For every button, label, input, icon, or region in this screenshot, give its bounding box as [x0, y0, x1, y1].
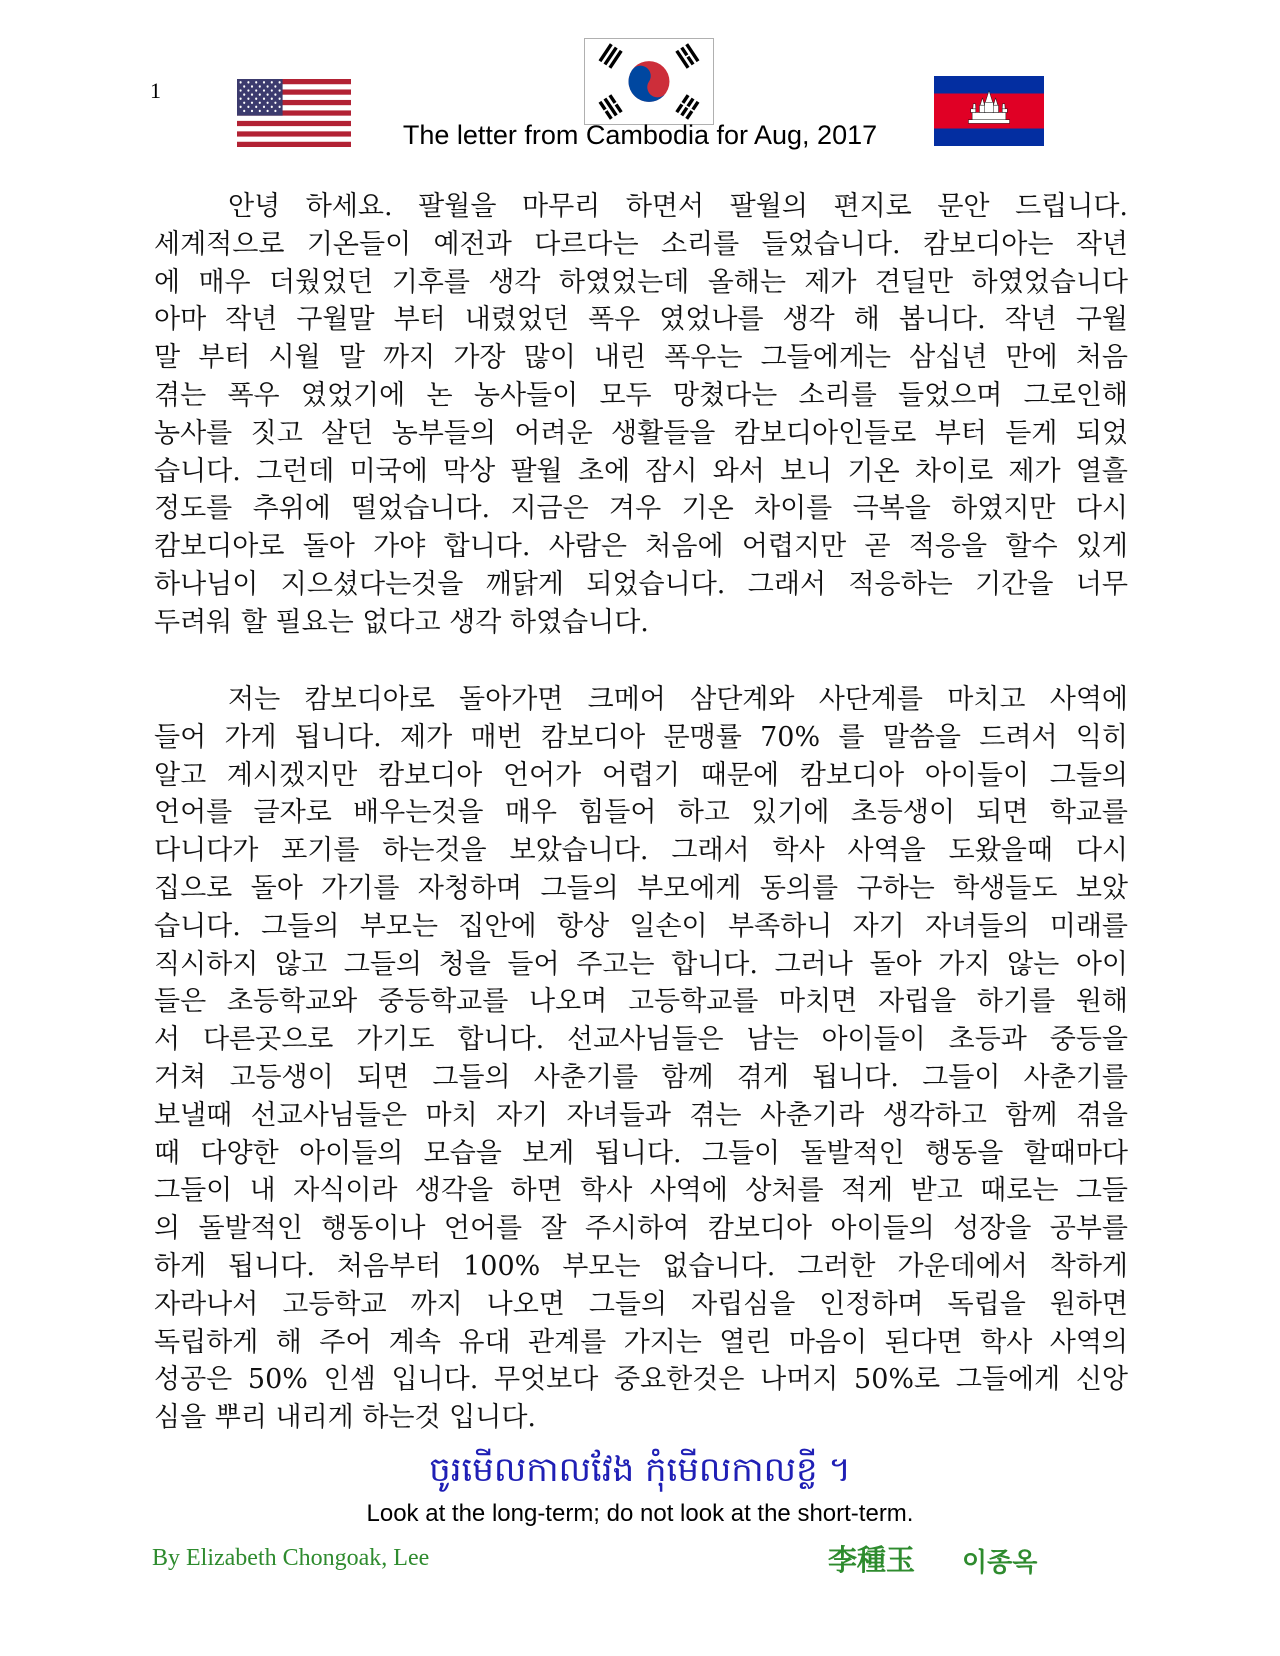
proverb-translation: Look at the long-term; do not look at the short-term. — [366, 1500, 914, 1527]
text-line: 그들이 내 자식이라 생각을 하면 학사 사역에 상처를 적게 받고 때로는 그들 — [154, 1175, 1128, 1207]
text-line: 캄보디아로 돌아 가야 합니다. 사람은 처음에 어렵지만 곧 적응을 할수 있게 — [154, 531, 1128, 563]
text-line: 자라나서 고등학교 까지 나오면 그들의 자립심을 인정하며 독립을 원하면 — [154, 1288, 1128, 1320]
text-line: 보낼때 선교사님들은 마치 자기 자녀들과 겪는 사춘기라 생각하고 함께 겪을 — [154, 1099, 1128, 1131]
text-line: 에 매우 더웠었던 기후를 생각 하였었는데 올해는 제가 견딜만 하였었습니다 — [154, 266, 1128, 298]
text-line: 하게 됩니다. 처음부터 100% 부모는 없습니다. 그러한 가운데에서 착하게 — [154, 1250, 1128, 1282]
author-byline: By Elizabeth Chongoak, Lee — [152, 1545, 430, 1571]
text-line: 의 돌발적인 행동이나 언어를 잘 주시하여 캄보디아 아이들의 성장을 공부를 — [154, 1213, 1128, 1245]
text-line: 언어를 글자로 배우는것을 매우 힘들어 하고 있기에 초등생이 되면 학교를 — [154, 797, 1128, 829]
text-line: 저는 캄보디아로 돌아가면 크메어 삼단계와 사단계를 마치고 사역에 — [228, 684, 1128, 715]
text-line: 말 부터 시월 말 까지 가장 많이 내린 폭우는 그들에게는 삼십년 만에 처음 — [154, 342, 1128, 374]
text-line: 들은 초등학교와 중등학교를 나오며 고등학교를 마치면 자립을 하기를 원해 — [154, 986, 1128, 1018]
text-line: 세계적으로 기온들이 예전과 다르다는 소리를 들었습니다. 캄보디아는 작년 — [154, 228, 1128, 260]
text-line: 습니다. 그들의 부모는 집안에 항상 일손이 부족하니 자기 자녀들의 미래를 — [154, 910, 1128, 942]
text-line: 성공은 50% 인셈 입니다. 무엇보다 중요한것은 나머지 50%로 그들에게 신앙 — [154, 1364, 1128, 1396]
text-line: 직시하지 않고 그들의 청을 들어 주고는 합니다. 그러나 돌아 가지 않는 아이 — [154, 948, 1128, 980]
korea-flag-icon — [584, 38, 714, 125]
text-line: 두려워 할 필요는 없다고 생각 하였습니다. — [154, 606, 649, 638]
text-line: 들어 가게 됩니다. 제가 매번 캄보디아 문맹률 70% 를 말씀을 드려서 익히 — [154, 721, 1128, 753]
page-number: 1 — [150, 78, 161, 103]
paragraph-1 — [154, 188, 1128, 642]
text-line: 집으로 돌아 가기를 자청하며 그들의 부모에게 동의를 구하는 학생들도 보았 — [154, 872, 1128, 904]
text-line: 거쳐 고등생이 되면 그들의 사춘기를 함께 겪게 됩니다. 그들이 사춘기를 — [154, 1061, 1128, 1093]
text-line: 심을 뿌리 내리게 하는것 입니다. — [154, 1402, 536, 1434]
text-line: 겪는 폭우 였었기에 논 농사들이 모두 망쳤다는 소리를 들었으며 그로인해 — [154, 379, 1128, 411]
text-line: 하나님이 지으셨다는것을 깨닭게 되었습니다. 그래서 적응하는 기간을 너무 — [154, 568, 1128, 600]
text-line: 서 다른곳으로 가기도 합니다. 선교사님들은 남는 아이들이 초등과 중등을 — [154, 1024, 1128, 1056]
text-line: 정도를 추위에 떨었습니다. 지금은 겨우 기온 차이를 극복을 하였지만 다시 — [154, 493, 1128, 525]
text-line: 때 다양한 아이들의 모습을 보게 됩니다. 그들이 돌발적인 행동을 할때마다 — [154, 1137, 1128, 1169]
text-line: 습니다. 그런데 미국에 막상 팔월 초에 잠시 와서 보니 기온 차이로 제가 열흘 — [154, 455, 1128, 487]
text-line: 알고 계시겠지만 캄보디아 언어가 어렵기 때문에 캄보디아 아이들이 그들의 — [154, 759, 1128, 791]
text-line: 독립하게 해 주어 계속 유대 관계를 가지는 열린 마음이 된다면 학사 사역의 — [154, 1326, 1128, 1358]
text-line: 아마 작년 구월말 부터 내렸었던 폭우 였었나를 생각 해 봅니다. 작년 구월 — [154, 304, 1128, 336]
text-line: 안녕 하세요. 팔월을 마무리 하면서 팔월의 편지로 문안 드립니다. — [228, 191, 1128, 222]
text-line: 농사를 짓고 살던 농부들의 어려운 생활들을 캄보디아인들로 부터 듣게 되었 — [154, 417, 1128, 449]
author-name-hanja: 李種玉 — [828, 1543, 916, 1577]
khmer-proverb: ចូរមើលកាលវែង កុំមើលកាលខ្លី ។ — [429, 1450, 851, 1490]
letter-title: The letter from Cambodia for Aug, 2017 — [402, 120, 878, 150]
paragraph-2 — [154, 681, 1128, 1437]
author-name-hangul: 이종옥 — [962, 1548, 1038, 1578]
text-line: 다니다가 포기를 하는것을 보았습니다. 그래서 학사 사역을 도왔을때 다시 — [154, 835, 1128, 867]
